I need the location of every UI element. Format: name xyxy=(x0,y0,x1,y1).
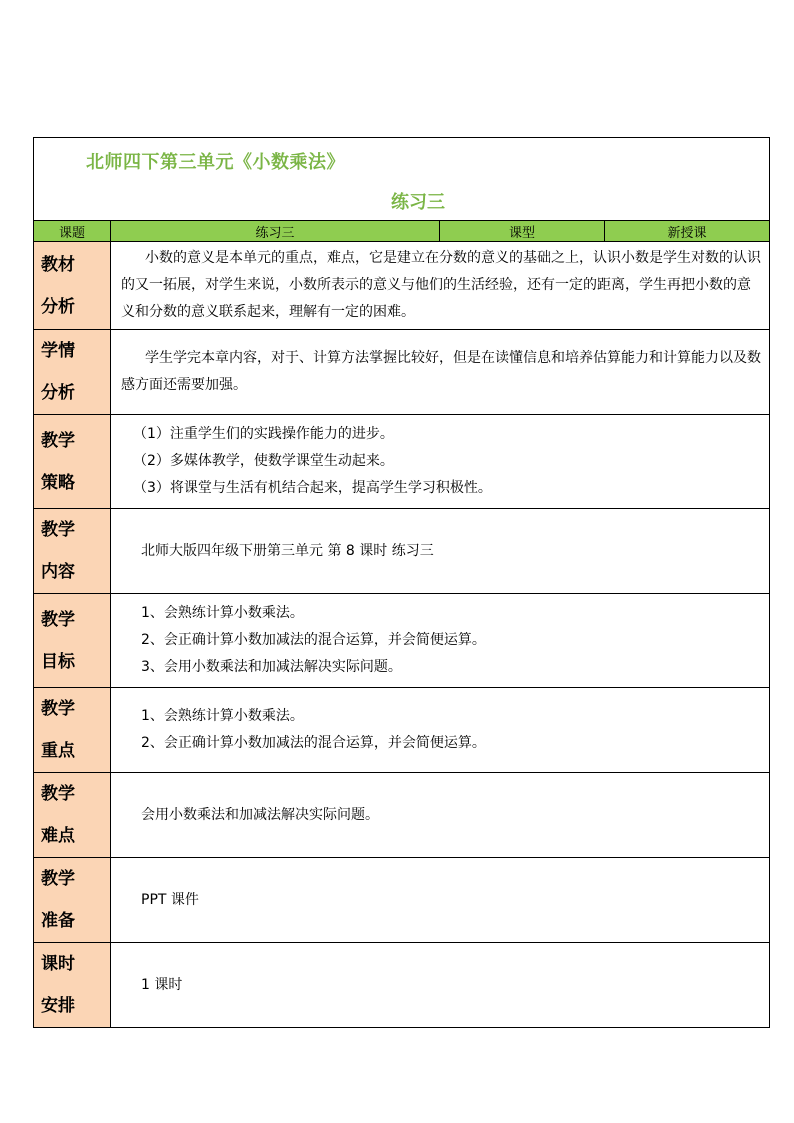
row-student-analysis xyxy=(34,330,770,415)
row-label: 课时 安排 xyxy=(34,943,111,1028)
header-row xyxy=(34,221,770,242)
row-label: 教学 目标 xyxy=(34,594,111,688)
row-teaching-strategy xyxy=(34,415,770,509)
lesson-plan-document xyxy=(33,137,769,1028)
row-content: 1、会熟练计算小数乘法。 2、会正确计算小数加减法的混合运算，并会简便运算。 3、会用小数乘法和加减法解决实际问题。 xyxy=(111,594,770,688)
row-label: 教学 重点 xyxy=(34,688,111,773)
row-teaching-focus xyxy=(34,688,770,773)
row-content: 1 课时 xyxy=(111,943,770,1028)
header-topic-label: 课题 xyxy=(34,221,111,242)
document-title: 北师四下第三单元《小数乘法》 xyxy=(86,152,345,173)
row-content: PPT 课件 xyxy=(111,858,770,943)
lesson-plan-table xyxy=(33,137,770,1028)
row-content: （1）注重学生们的实践操作能力的进步。 （2）多媒体教学，使数学课堂生动起来。 （3）将课堂与生活有机结合起来，提高学生学习积极性。 xyxy=(111,415,770,509)
title-block xyxy=(34,138,770,221)
header-topic-value: 练习三 xyxy=(111,221,440,242)
row-label: 教学 准备 xyxy=(34,858,111,943)
row-content: 1、会熟练计算小数乘法。 2、会正确计算小数加减法的混合运算，并会简便运算。 xyxy=(111,688,770,773)
row-label: 教学 内容 xyxy=(34,509,111,594)
row-content: 小数的意义是本单元的重点，难点，它是建立在分数的意义的基础之上，认识小数是学生对数的认识的又一拓展，对学生来说，小数所表示的意义与他们的生活经验，还有一定的距离，学生再把小数的意义和分数的意义联系起来，理解有一定的困难。 xyxy=(111,242,770,330)
row-label: 教学 策略 xyxy=(34,415,111,509)
row-teaching-difficulty xyxy=(34,773,770,858)
header-type-value: 新授课 xyxy=(605,221,770,242)
row-material-analysis xyxy=(34,242,770,330)
row-teaching-content xyxy=(34,509,770,594)
row-content: 北师大版四年级下册第三单元 第 8 课时 练习三 xyxy=(111,509,770,594)
row-label: 教材 分析 xyxy=(34,242,111,330)
row-label: 学情 分析 xyxy=(34,330,111,415)
row-teaching-goals xyxy=(34,594,770,688)
header-type-label: 课型 xyxy=(440,221,605,242)
row-teaching-preparation xyxy=(34,858,770,943)
row-content: 会用小数乘法和加减法解决实际问题。 xyxy=(111,773,770,858)
row-class-schedule xyxy=(34,943,770,1028)
document-subtitle: 练习三 xyxy=(391,192,445,213)
row-content: 学生学完本章内容，对于、计算方法掌握比较好，但是在读懂信息和培养估算能力和计算能力以及数感方面还需要加强。 xyxy=(111,330,770,415)
row-label: 教学 难点 xyxy=(34,773,111,858)
